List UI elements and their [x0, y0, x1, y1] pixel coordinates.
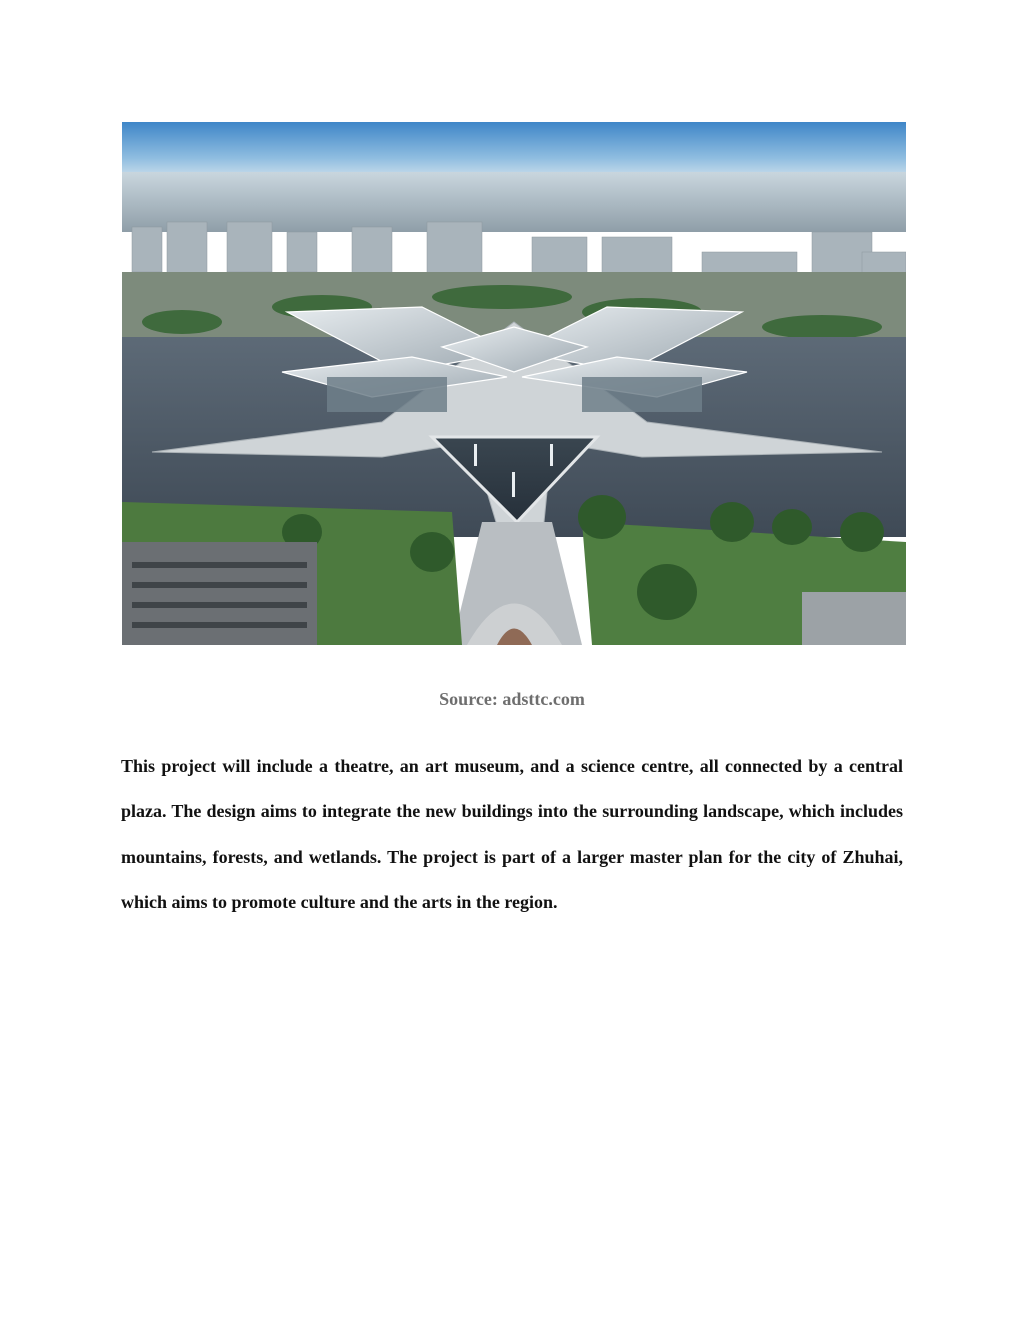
image-source-caption: Source: adsttc.com	[439, 689, 585, 709]
architecture-rendering-image	[122, 122, 906, 645]
body-paragraph: This project will include a theatre, an art museum, and a science centre, all connected by a central plaza. The design aims to integrate the new buildings into the surrounding landscape, which includes mountains, forests, and wetlands. The project is part of a larger master plan for the city of Zhuhai, which aims to promote culture and the arts in the region.	[121, 756, 903, 912]
